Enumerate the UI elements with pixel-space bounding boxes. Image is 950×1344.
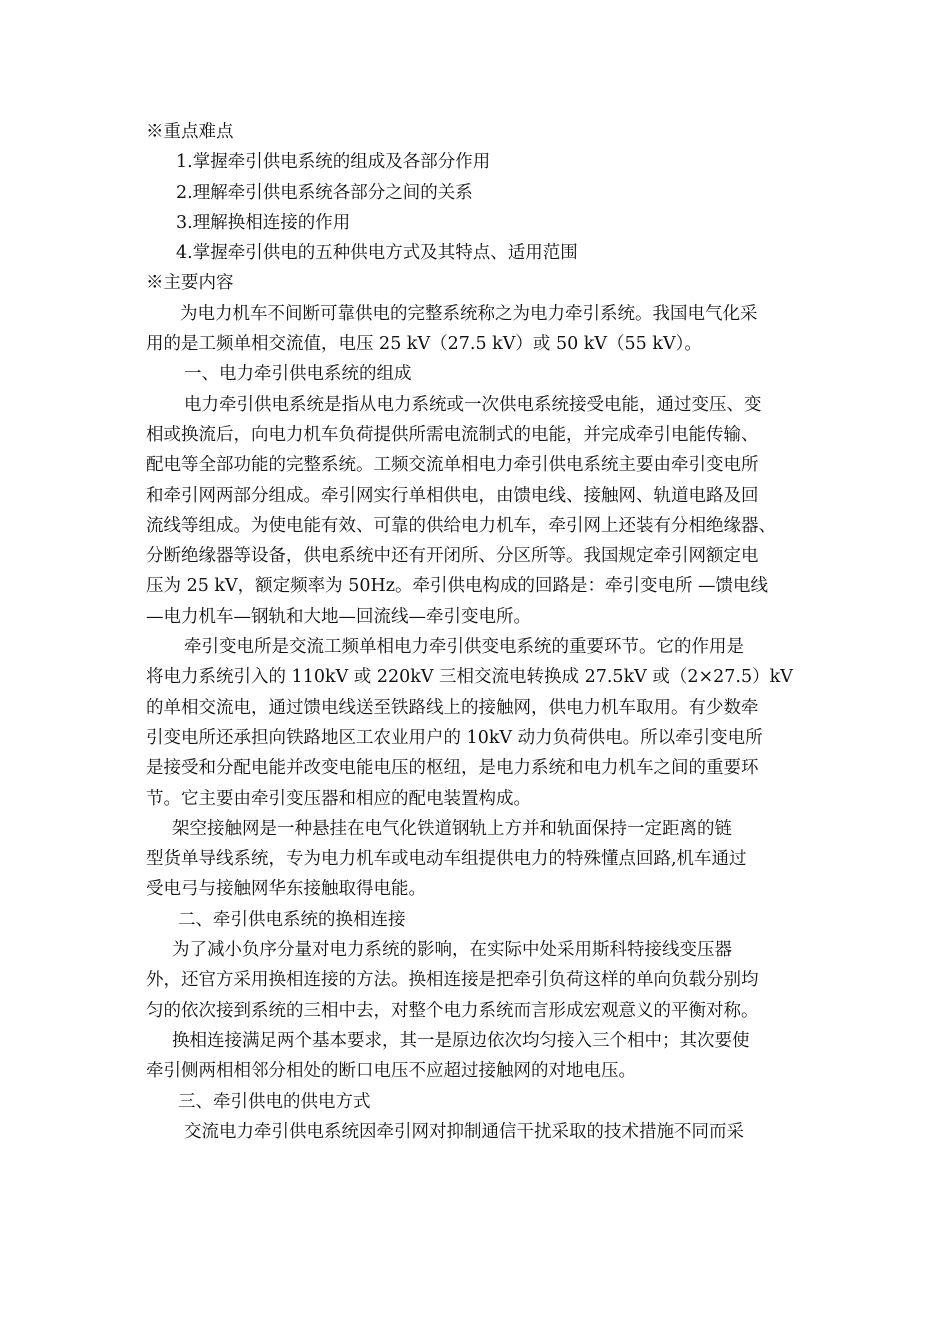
text-line: 用的是工频单相交流值，电压 25 kV（27.5 kV）或 50 kV（55 kV）。 [146, 334, 702, 355]
text-line: 交流电力牵引供电系统因牵引网对抑制通信干扰采取的技术措施不同而采 [184, 1121, 744, 1142]
text-line: 节。它主要由牵引变压器和相应的配电装置构成。 [146, 788, 531, 809]
text-line: 换相连接满足两个基本要求，其一是原边依次均匀接入三个相中；其次要使 [172, 1030, 750, 1051]
text-line: 架空接触网是一种悬挂在电气化铁道钢轨上方并和轨面保持一定距离的链 [172, 818, 732, 839]
text-line: 为了减小负序分量对电力系统的影响，在实际中处采用斯科特接线变压器 [172, 940, 732, 961]
text-line: 匀的依次接到系统的三相中去，对整个电力系统而言形成宏观意义的平衡对称。 [146, 1000, 759, 1021]
text-line: 的单相交流电，通过馈电线送至铁路线上的接触网，供电力机车取用。有少数牵 [146, 697, 759, 718]
text-line: 外，还官方采用换相连接的方法。换相连接是把牵引负荷这样的单向负载分别均 [146, 970, 759, 991]
text-line: 1.掌握牵引供电系统的组成及各部分作用 [176, 152, 491, 173]
text-line: —电力机车—钢轨和大地—回流线—牵引变电所。 [146, 606, 531, 627]
text-line: 电力牵引供电系统是指从电力系统或一次供电系统接受电能，通过变压、变 [184, 394, 762, 415]
text-line: 牵引变电所是交流工频单相电力牵引供变电系统的重要环节。它的作用是 [184, 637, 744, 658]
text-line: 相或换流后，向电力机车负荷提供所需电流制式的电能，并完成牵引电能传输、 [146, 424, 759, 445]
text-line: 为电力机车不间断可靠供电的完整系统称之为电力牵引系统。我国电气化采 [180, 303, 758, 324]
text-line: 型货单导线系统，专为电力机车或电动车组提供电力的特殊懂点回路,机车通过 [146, 849, 747, 870]
text-line: ※主要内容 [146, 273, 234, 294]
text-line: 牵引侧两相相邻分相处的断口电压不应超过接触网的对地电压。 [146, 1061, 636, 1082]
text-line: ※重点难点 [146, 122, 234, 142]
document-page [146, 117, 810, 1147]
text-line: 将电力系统引入的 110kV 或 220kV 三相交流电转换成 27.5kV 或（2×27.5）kV [146, 667, 793, 688]
text-line: 压为 25 kV，额定频率为 50Hz。牵引供电构成的回路是：牵引变电所 —馈电线 [146, 576, 769, 597]
text-line: 3.理解换相连接的作用 [176, 212, 351, 233]
text-line: 二、牵引供电系统的换相连接 [178, 909, 406, 930]
text-line: 受电弓与接触网华东接触取得电能。 [146, 879, 426, 900]
text-line: 和牵引网两部分组成。牵引网实行单相供电，由馈电线、接触网、轨道电路及回 [146, 485, 759, 506]
text-line: 分断绝缘器等设备，供电系统中还有开闭所、分区所等。我国规定牵引网额定电 [146, 546, 759, 567]
text-line: 是接受和分配电能并改变电能电压的枢纽，是电力系统和电力机车之间的重要环 [146, 758, 759, 779]
text-line: 配电等全部功能的完整系统。工频交流单相电力牵引供电系统主要由牵引变电所 [146, 455, 759, 476]
text-line: 一、电力牵引供电系统的组成 [184, 364, 412, 385]
text-line: 4.掌握牵引供电的五种供电方式及其特点、适用范围 [176, 243, 578, 264]
text-line: 2.理解牵引供电系统各部分之间的关系 [176, 182, 473, 203]
text-line: 三、牵引供电的供电方式 [178, 1091, 371, 1112]
text-line: 流线等组成。为使电能有效、可靠的供给电力机车，牵引网上还装有分相绝缘器、 [146, 515, 776, 536]
text-line: 引变电所还承担向铁路地区工农业用户的 10kV 动力负荷供电。所以牵引变电所 [146, 727, 763, 748]
